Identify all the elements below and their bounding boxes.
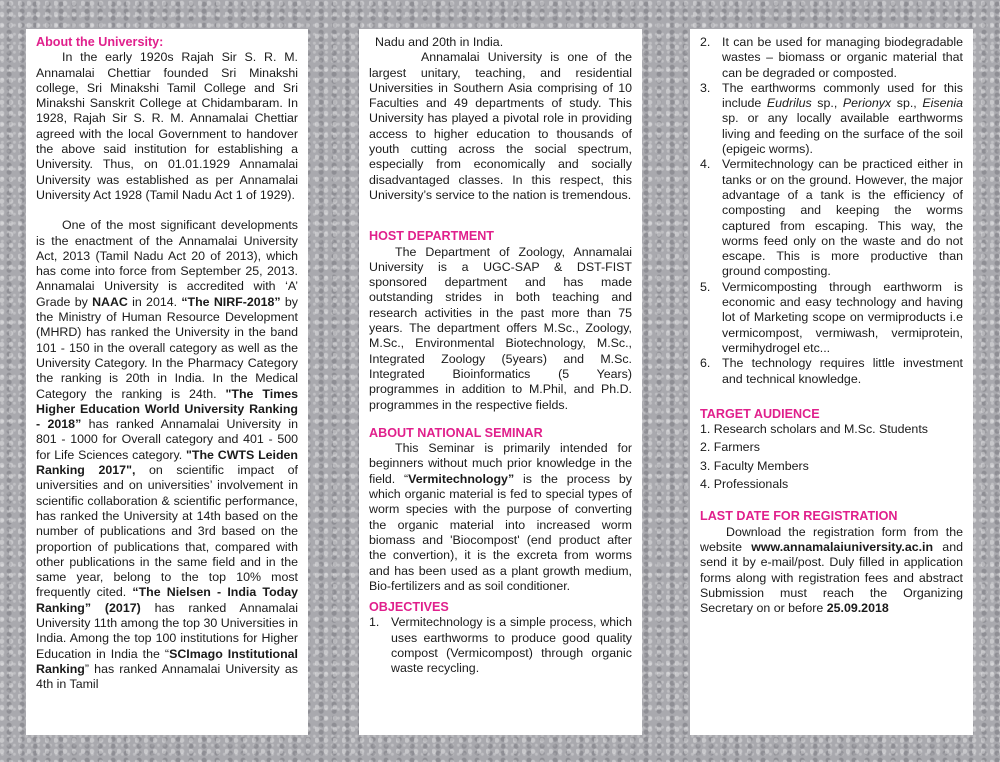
- objective-text: Vermitechnology can be practiced either in tanks or on the ground. However, the major advantage of a tank is the efficiency of composting and keeping the worms captured from escaping. This way, the worms feed only on the waste and do not escape. This is more productive than ground composting.: [722, 157, 963, 279]
- objective-text: Vermicomposting through earthworm is economic and easy technology and having lot of Marketing scope on vermiproducts i.e vermicompost, vermiwash, vermiprotein, vermihydrogel etc...: [722, 279, 963, 355]
- obj3-text-c: sp.,: [891, 96, 923, 111]
- cwts-label: "The CWTS Leiden Ranking 2017",: [36, 447, 298, 478]
- host-department-heading: HOST DEPARTMENT: [369, 229, 495, 244]
- obj3-text-d: sp. or any locally available earthworms living and feeding on the surface of the soil (epigeic worms).: [722, 111, 963, 157]
- university-intro-text: Annamalai University is one of the largest unitary, teaching, and residential Universities in Southern Asia comprising of 10 Faculties and 49 departments of study. This University has played a pivotal role in providing access to higher education to thousands of youth cutting across the social spectrum, especially from economically and socially disadvantaged classes. In this respect, this University’s service to the nation is tremendous.: [369, 50, 632, 202]
- objective-item: [700, 356, 963, 387]
- about-university-heading: About the University:: [36, 35, 164, 49]
- audience-item: 1. Research scholars and M.Sc. Students: [700, 422, 928, 437]
- registration-text: [700, 525, 963, 617]
- dev-text-2: in 2014.: [127, 294, 182, 309]
- dev-text-3: by the Ministry of Human Resource Development (MHRD) has ranked the University in the band 101 - 150 in the overall category as well as the University Category. In the Pharmacy Category the ranking is 20th in India. In the Medical Category the ranking is 24th.: [36, 294, 298, 401]
- naac-label: NAAC: [92, 294, 128, 309]
- eisenia-name: Eisenia: [922, 96, 963, 111]
- obj3-text-a: The earthworms commonly used for this include: [722, 80, 963, 111]
- dev-text-4: has ranked Annamalai University in 801 - 1000 for Overall category and 401 - 500 for Life Sciences category.: [36, 417, 298, 462]
- objective-number: 6.: [700, 356, 711, 371]
- objectives-list: [369, 615, 632, 676]
- registration-heading: LAST DATE FOR REGISTRATION: [700, 509, 898, 524]
- host-department-text: The Department of Zoology, Annamalai University is a UGC-SAP & DST-FIST sponsored department and has made outstanding strides in both teaching and research activities in the past more than 75 years. The department offers M.Sc., Zoology, M.Sc., Environmental Biotechnology, M.Sc., Integrated Zoology (5years) and M.Sc. Integrated Bioinformatics (5 Years) programmes in addition to M.Phil, and Ph.D. programmes in the respective fields.: [369, 244, 632, 412]
- objective-item: [700, 35, 963, 81]
- obj3-text-b: sp.,: [811, 96, 843, 111]
- objective-number: 1.: [369, 615, 380, 630]
- objectives-heading: OBJECTIVES: [369, 600, 449, 615]
- reg-text-2: and send it by e-mail/post. Duly filled in application forms along with registration fees and abstract Submission must reach the Organizing Secretary on or before: [700, 539, 963, 616]
- website-link[interactable]: www.annamalaiuniversity.ac.in: [751, 539, 934, 554]
- continued-text: Nadu and 20th in India.: [375, 35, 504, 49]
- panel-seminar: [359, 29, 642, 735]
- scimago-label: SCImago Institutional Ranking: [36, 646, 298, 676]
- vermitechnology-label: Vermitechnology”: [408, 471, 515, 486]
- audience-item: 3. Faculty Members: [700, 458, 809, 473]
- target-audience-list: [700, 422, 963, 492]
- registration-deadline: 25.09.2018: [826, 601, 889, 616]
- nielsen-label: “The Nielsen - India Today Ranking” (2017): [36, 585, 298, 615]
- objective-item: [700, 280, 963, 356]
- objective-item: [700, 157, 963, 279]
- seminar-text-2: is the process by which organic material is fed to special types of worm species with the purpose of converting the organic material into increased worm biomass and 'Biocompost' (end product after the convertion), it is the excreta from worms and has been used as a plant growth medium, Bio-fertilizers and as soil conditioner.: [369, 471, 632, 593]
- dev-text-5: on scientific impact of universities and on universities’ involvement in scientific collaboration & scientific performance, has ranked the University at 14th based on the number of publications and 3rd based on the proportion of publications that, compared with other publications in the same field and in the same year, belong to the top 10% most frequently cited.: [36, 463, 298, 600]
- objective-text: The technology requires little investment and technical knowledge.: [722, 356, 963, 386]
- objective-text: [722, 81, 963, 157]
- target-audience-heading: TARGET AUDIENCE: [700, 406, 820, 421]
- objective-text: It can be used for managing biodegradable wastes – biomass or organic material that can be degraded or composted.: [722, 35, 963, 80]
- national-seminar-heading: ABOUT NATIONAL SEMINAR: [369, 425, 543, 440]
- objective-number: 5.: [700, 279, 711, 294]
- the-ranking-label: "The Times Higher Education World University Ranking - 2018”: [36, 386, 298, 432]
- audience-item: 2. Farmers: [700, 440, 760, 455]
- seminar-text-1: This Seminar is primarily intended for beginners without much prior knowledge in the field. “: [369, 441, 632, 486]
- national-seminar-text: [369, 441, 632, 594]
- objective-number: 4.: [700, 157, 711, 172]
- dev-text-7: ” has ranked Annamalai University as 4th in Tamil: [36, 661, 298, 692]
- objective-item: [369, 615, 632, 676]
- developments-text: [36, 218, 298, 692]
- objectives-list-continued: [700, 35, 963, 387]
- panel-about-university: [26, 29, 308, 735]
- eudrilus-name: Eudrilus: [766, 96, 812, 111]
- dev-text-1: One of the most significant developments is the enactment of the Annamalai University Act, 2013 (Tamil Nadu Act 20 of 2013), which has come into force from September 25, 2013. Annamalai University is accredited with ‘A’ Grade by: [36, 218, 298, 309]
- objective-item: [700, 81, 963, 157]
- reg-text-1: Download the registration form from the website: [700, 524, 963, 554]
- perionyx-name: Perionyx: [842, 96, 892, 111]
- about-university-text: In the early 1920s Rajah Sir S. R. M. Annamalai Chettiar founded Sri Minakshi college, Sri Minakshi Tamil College and Sri Minakshi Sanskrit College at Chidambaram. In 1928, Rajah Sir S. R. M. Annamalai Chettiar agreed with the local Government to handover the above said institution for establishing a University. Thus, on 01.01.1929 Annamalai University was established as per Annamalai University Act 1928 (Tamil Nadu Act 1 of 1929).: [36, 50, 298, 202]
- objective-text: Vermitechnology is a simple process, which uses earthworms to produce good quality compost (Vermicompost) through organic waste recycling.: [391, 615, 632, 676]
- panel-registration: [690, 29, 973, 735]
- nirf-label: “The NIRF-2018”: [181, 294, 281, 309]
- objective-number: 2.: [700, 35, 711, 49]
- audience-item: 4. Professionals: [700, 477, 789, 492]
- dev-text-6: has ranked Annamalai University 11th among the top 30 Universities in India. Among the top 100 institutions for Higher Education in India the “: [36, 600, 298, 661]
- objective-number: 3.: [700, 80, 711, 95]
